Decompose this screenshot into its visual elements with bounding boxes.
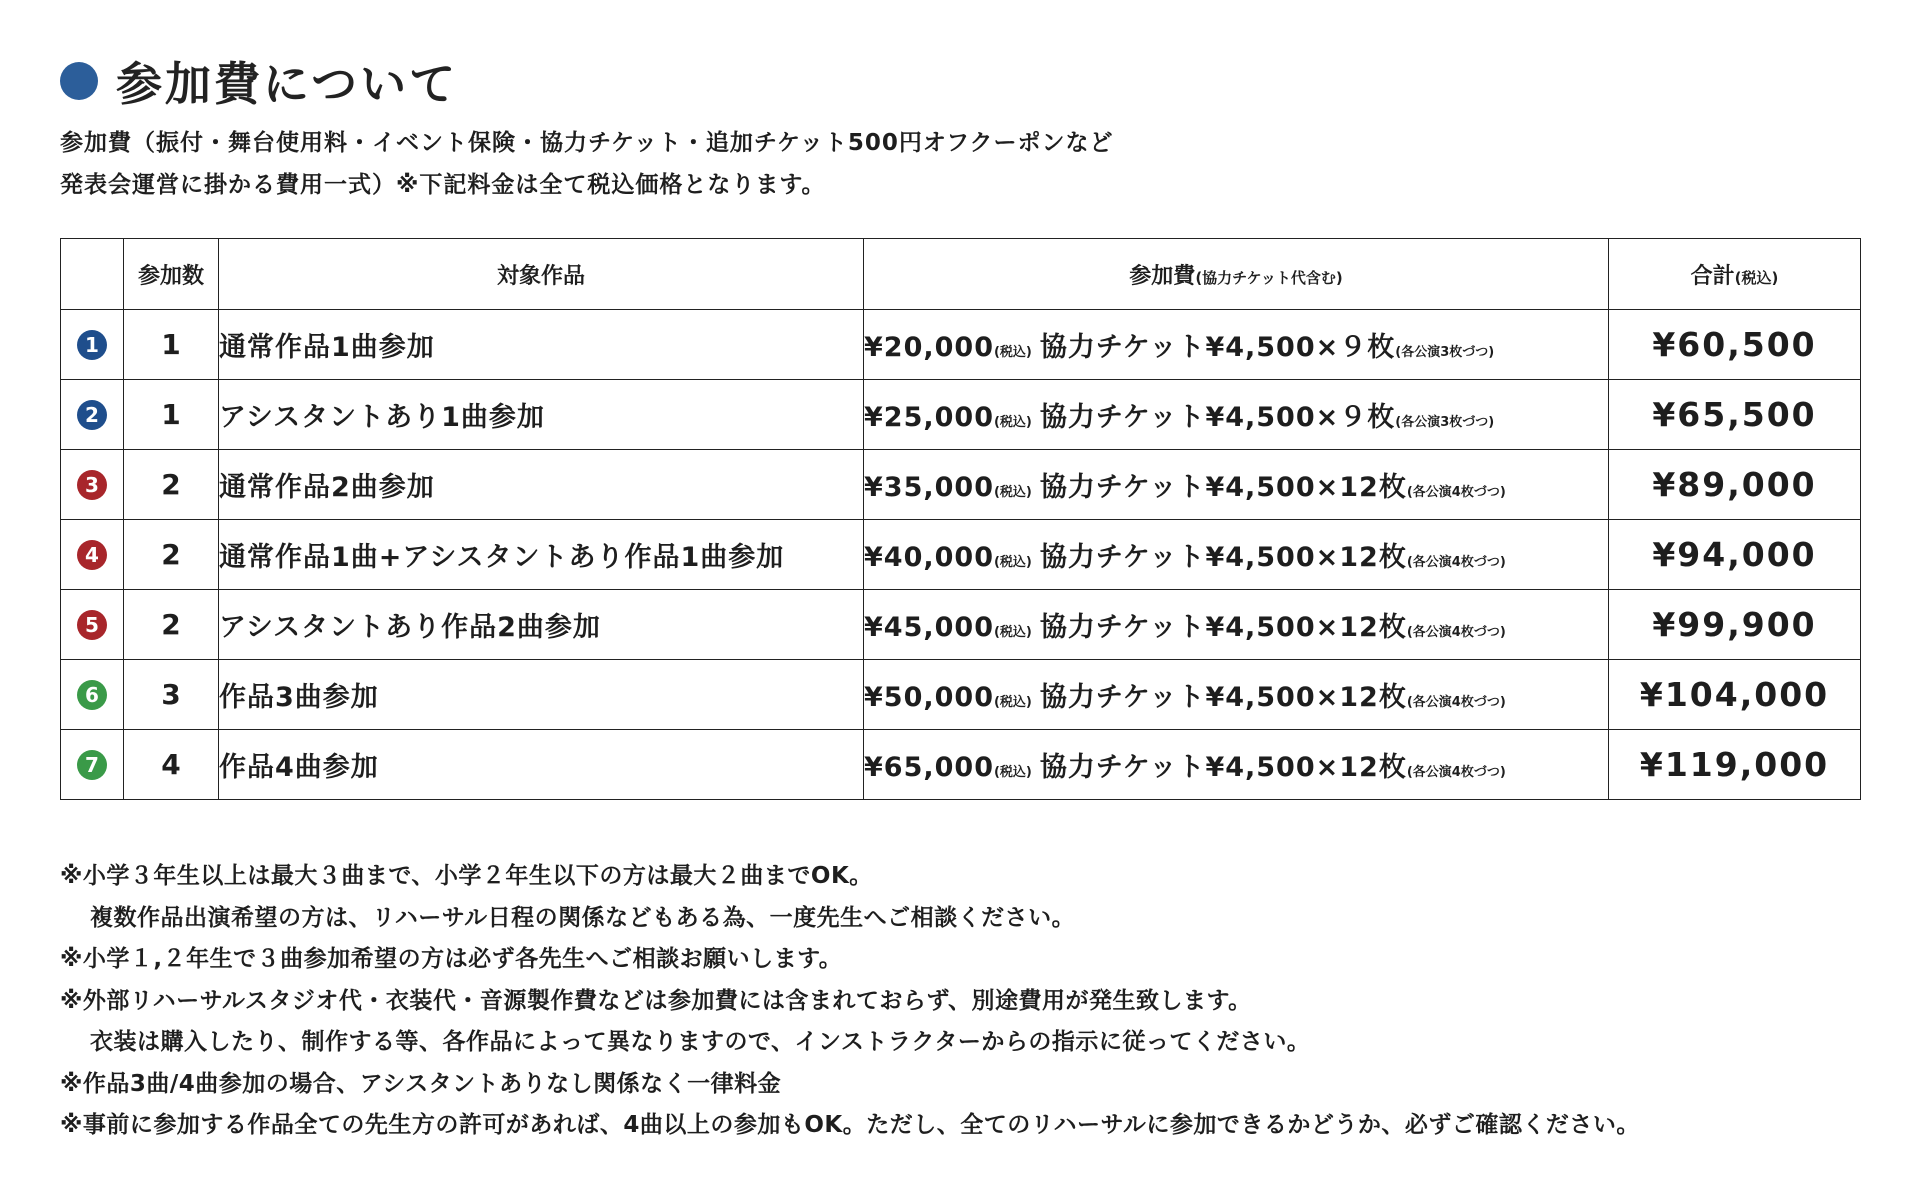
- participation-count: 2: [124, 450, 219, 520]
- fee-tax-label: (税込): [993, 555, 1032, 570]
- number-badge-icon: 7: [77, 750, 107, 780]
- participation-count: 3: [124, 660, 219, 730]
- fee-amount: ¥35,000: [864, 472, 994, 503]
- ticket-text: 協力チケット¥4,500×12枚: [1039, 682, 1407, 713]
- note-line: 衣装は購入したり、制作する等、各作品によって異なりますので、インストラクターからの指示に従ってください。: [90, 1029, 1311, 1055]
- note-line: ※事前に参加する作品全ての先生方の許可があれば、4曲以上の参加もOK。ただし、全てのリハーサルに参加できるかどうか、必ずご確認ください。: [60, 1112, 1640, 1138]
- header-total: [1609, 239, 1861, 310]
- table-row: [61, 730, 1861, 800]
- total-amount: ¥99,900: [1609, 590, 1861, 660]
- ticket-note: (各公演4枚づつ): [1406, 765, 1506, 780]
- header-count: 参加数: [124, 239, 219, 310]
- fee-tax-label: (税込): [993, 765, 1032, 780]
- table-row: [61, 660, 1861, 730]
- fee-cell: [864, 590, 1609, 660]
- total-amount: ¥94,000: [1609, 520, 1861, 590]
- fee-tax-label: (税込): [993, 625, 1032, 640]
- row-number-cell: [61, 590, 124, 660]
- fee-cell: [864, 450, 1609, 520]
- header-work: 対象作品: [219, 239, 864, 310]
- note-line: 複数作品出演希望の方は、リハーサル日程の関係などもある為、一度先生へご相談ください。: [90, 904, 1076, 931]
- section-heading: [60, 48, 458, 114]
- number-badge-icon: 4: [77, 540, 107, 570]
- page-title: 参加費について: [116, 57, 459, 111]
- row-number-cell: [61, 730, 124, 800]
- target-work: 通常作品2曲参加: [219, 450, 864, 520]
- ticket-text: 協力チケット¥4,500×12枚: [1039, 612, 1407, 643]
- row-number-cell: [61, 450, 124, 520]
- table-header-row: [61, 239, 1861, 310]
- row-number-cell: [61, 310, 124, 380]
- header-fee-sub: (協力チケット代含む): [1195, 268, 1343, 287]
- row-number-cell: [61, 660, 124, 730]
- fee-table: [60, 238, 1861, 800]
- fee-cell: [864, 730, 1609, 800]
- target-work: 作品3曲参加: [219, 660, 864, 730]
- ticket-text: 協力チケット¥4,500×12枚: [1039, 752, 1407, 783]
- ticket-text: 協力チケット¥4,500×12枚: [1039, 472, 1407, 503]
- total-amount: ¥119,000: [1609, 730, 1861, 800]
- table-row: [61, 450, 1861, 520]
- note-line: ※小学１,２年生で３曲参加希望の方は必ず各先生へご相談お願いします。: [60, 946, 843, 972]
- number-badge-icon: 1: [77, 330, 107, 360]
- fee-tax-label: (税込): [993, 345, 1032, 360]
- fee-cell: [864, 310, 1609, 380]
- intro-line-2: 発表会運営に掛かる費用一式）※下記料金は全て税込価格となります。: [60, 172, 826, 198]
- fee-amount: ¥65,000: [864, 752, 994, 783]
- ticket-note: (各公演4枚づつ): [1406, 695, 1506, 710]
- participation-count: 2: [124, 590, 219, 660]
- number-badge-icon: 2: [77, 400, 107, 430]
- ticket-note: (各公演4枚づつ): [1406, 555, 1506, 570]
- table-row: [61, 310, 1861, 380]
- intro-line-1: 参加費（振付・舞台使用料・イベント保険・協力チケット・追加チケット500円オフクーポンなど: [60, 130, 1114, 156]
- note-line: ※小学３年生以上は最大３曲まで、小学２年生以下の方は最大２曲までOK。: [60, 863, 873, 889]
- fee-tax-label: (税込): [993, 415, 1032, 430]
- header-fee: [864, 239, 1609, 310]
- ticket-note: (各公演4枚づつ): [1406, 625, 1506, 640]
- ticket-text: 協力チケット¥4,500×12枚: [1039, 542, 1407, 573]
- fee-amount: ¥25,000: [864, 402, 994, 433]
- ticket-text: 協力チケット¥4,500×９枚: [1039, 332, 1396, 363]
- table-row: [61, 520, 1861, 590]
- total-amount: ¥60,500: [1609, 310, 1861, 380]
- target-work: アシスタントあり1曲参加: [219, 380, 864, 450]
- target-work: 作品4曲参加: [219, 730, 864, 800]
- fee-amount: ¥50,000: [864, 682, 994, 713]
- fee-cell: [864, 660, 1609, 730]
- fee-cell: [864, 380, 1609, 450]
- number-badge-icon: 5: [77, 610, 107, 640]
- participation-count: 2: [124, 520, 219, 590]
- target-work: 通常作品1曲参加: [219, 310, 864, 380]
- header-total-sub: (税込): [1734, 268, 1779, 287]
- row-number-cell: [61, 520, 124, 590]
- fee-tax-label: (税込): [993, 485, 1032, 500]
- header-total-label: 合計: [1690, 263, 1735, 289]
- fee-amount: ¥45,000: [864, 612, 994, 643]
- note-line: ※作品3曲/4曲参加の場合、アシスタントありなし関係なく一律料金: [60, 1070, 782, 1097]
- fee-tax-label: (税込): [993, 695, 1032, 710]
- fee-amount: ¥40,000: [864, 542, 994, 573]
- table-row: [61, 590, 1861, 660]
- number-badge-icon: 3: [77, 470, 107, 500]
- header-no: [61, 239, 124, 310]
- target-work: 通常作品1曲+アシスタントあり作品1曲参加: [219, 520, 864, 590]
- heading-dot-icon: [60, 62, 98, 100]
- target-work: アシスタントあり作品2曲参加: [219, 590, 864, 660]
- number-badge-icon: 6: [77, 680, 107, 710]
- table-row: [61, 380, 1861, 450]
- row-number-cell: [61, 380, 124, 450]
- ticket-text: 協力チケット¥4,500×９枚: [1039, 402, 1396, 433]
- participation-count: 1: [124, 380, 219, 450]
- total-amount: ¥89,000: [1609, 450, 1861, 520]
- header-fee-label: 参加費: [1129, 263, 1196, 289]
- total-amount: ¥65,500: [1609, 380, 1861, 450]
- ticket-note: (各公演3枚づつ): [1395, 415, 1495, 430]
- participation-count: 4: [124, 730, 219, 800]
- ticket-note: (各公演4枚づつ): [1406, 485, 1506, 500]
- intro-text: [60, 122, 1114, 206]
- fee-cell: [864, 520, 1609, 590]
- total-amount: ¥104,000: [1609, 660, 1861, 730]
- notes-section: [60, 856, 1640, 1147]
- fee-amount: ¥20,000: [864, 332, 994, 363]
- participation-count: 1: [124, 310, 219, 380]
- ticket-note: (各公演3枚づつ): [1395, 345, 1495, 360]
- note-line: ※外部リハーサルスタジオ代・衣装代・音源製作費などは参加費には含まれておらず、別途費用が発生致します。: [60, 987, 1252, 1014]
